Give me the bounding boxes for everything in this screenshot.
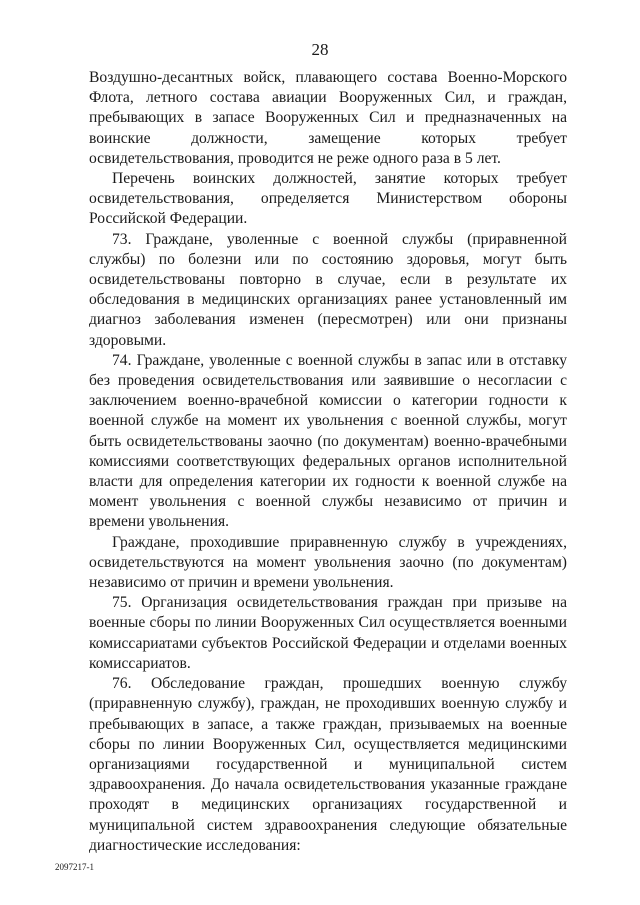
page-number: 28	[311, 40, 329, 59]
paragraph-75: 75. Организация освидетельствования граждан при призыве на военные сборы по линии Вооруженных Сил осуществляется военными комиссариатами субъектов Российской Федерации и отделами военных комиссариатов.	[89, 594, 567, 672]
paragraph-list-of-positions: Перечень воинских должностей, занятие которых требует освидетельствования, определяется Министерством обороны Российской Федерации.	[89, 170, 567, 228]
paragraph-equivalent-service: Граждане, проходившие приравненную службу в учреждениях, освидетельствуются на момент увольнения заочно (по документам) независимо от причин и времени увольнения.	[89, 533, 567, 592]
document-code: 2097217-1	[55, 862, 94, 872]
document-body	[89, 68, 567, 856]
paragraph-continuation: Воздушно-десантных войск, плавающего состава Военно-Морского Флота, летного состава авиации Вооруженных Сил, и граждан, пребывающих в запасе Вооруженных Сил и предназначенных на воинские должности, замещение которых требует освидетельствования, проводится не реже одного раза в 5 лет.	[89, 69, 567, 167]
paragraph-76: 76. Обследование граждан, прошедших военную службу (приравненную службу), граждан, не проходивших военную службу и пребывающих в запасе, а также граждан, призываемых на военные сборы по линии Вооруженных Сил, осуществляется медицинскими организациями государственной и муниципальной систем здравоохранения. До начала освидетельствования указанные граждане проходят в медицинских организациях государственной и муниципальной систем здравоохранения следующие обязательные диагностические исследования:	[89, 675, 567, 854]
paragraph-74: 74. Граждане, уволенные с военной службы в запас или в отставку без проведения освидетельствования или заявившие о несогласии с заключением военно-врачебной комиссии о категории годности к военной службе на момент их увольнения с военной службы, могут быть освидетельствованы заочно (по документам) военно-врачебными комиссиями соответствующих федеральных органов исполнительной власти для определения категории их годности к военной службе на момент увольнения с военной службы независимо от причин и времени увольнения.	[89, 351, 567, 531]
paragraph-73: 73. Граждане, уволенные с военной службы (приравненной службы) по болезни или по состоянию здоровья, могут быть освидетельствованы повторно в случае, если в результате их обследования в медицинских организациях ранее установленный им диагноз заболевания изменен (пересмотрен) или они признаны здоровыми.	[89, 230, 567, 349]
